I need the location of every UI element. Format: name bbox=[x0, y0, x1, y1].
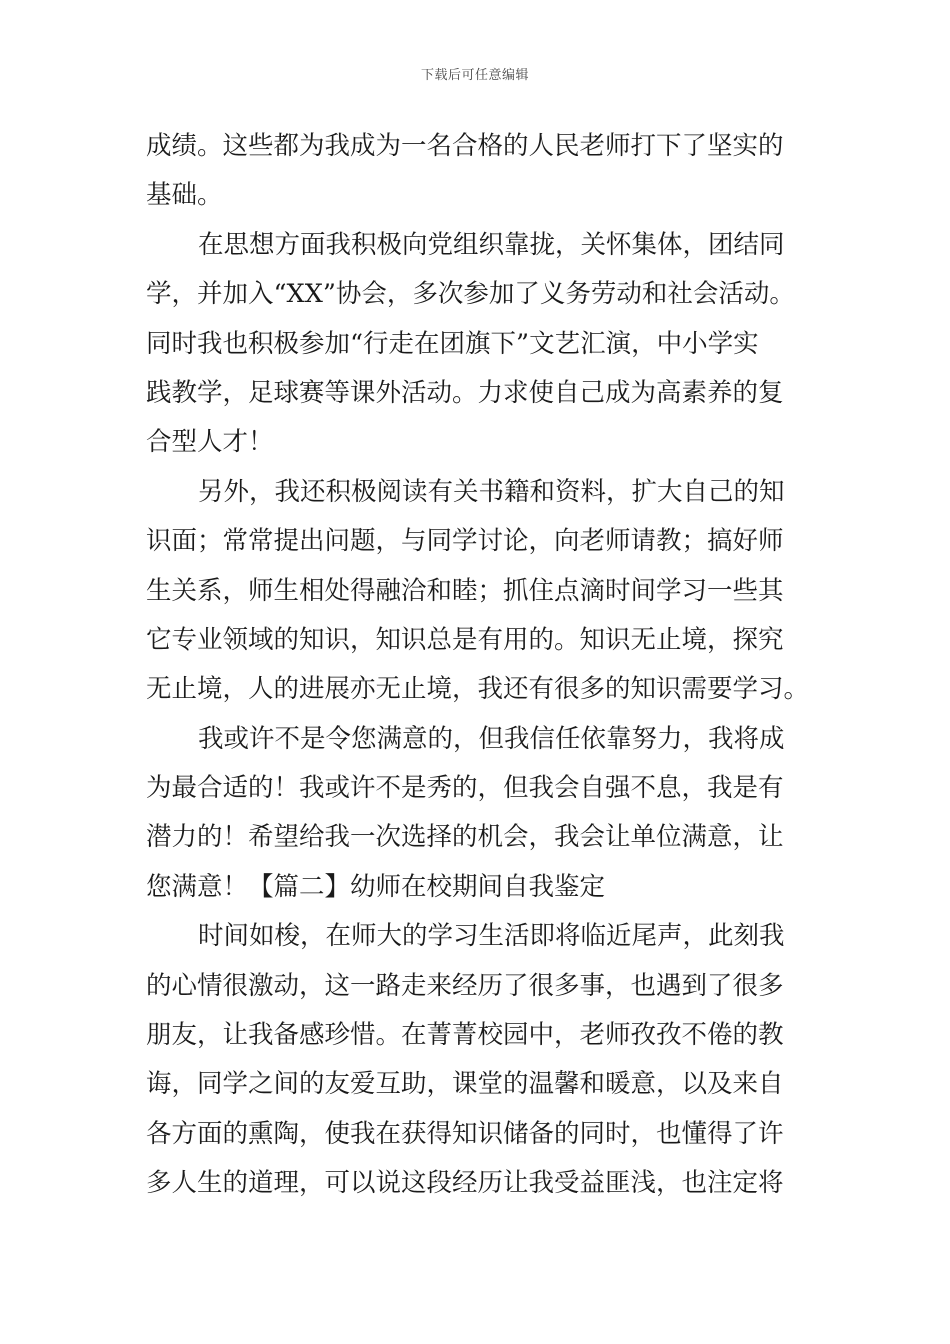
text-line: 它专业领域的知识，知识总是有用的。知识无止境，探究 bbox=[146, 624, 784, 655]
text-line: 时间如梭，在师大的学习生活即将临近尾声，此刻我 bbox=[198, 921, 785, 952]
text-line: 朋友，让我备感珍惜。在菁菁校园中，老师孜孜不倦的教 bbox=[146, 1020, 784, 1051]
text-line: 同时我也积极参加“行走在团旗下”文艺汇演，中小学实 bbox=[146, 328, 759, 359]
text-line: 识面；常常提出问题，与同学讨论，向老师请教；搞好师 bbox=[146, 526, 784, 557]
text-line: 在思想方面我积极向党组织靠拢，关怀集体，团结同 bbox=[198, 229, 785, 260]
text-line: 我或许不是令您满意的，但我信任依靠努力，我将成 bbox=[198, 723, 785, 754]
document-body bbox=[146, 122, 818, 1209]
text-line: 基础。 bbox=[146, 180, 223, 211]
text-line: 您满意！【篇二】幼师在校期间自我鉴定 bbox=[146, 871, 606, 902]
text-line: 为最合适的！我或许不是秀的，但我会自强不息，我是有 bbox=[146, 773, 784, 804]
text-line: 的心情很激动，这一路走来经历了很多事，也遇到了很多 bbox=[146, 970, 784, 1001]
text-line: 诲，同学之间的友爱互助，课堂的温馨和暖意，以及来自 bbox=[146, 1069, 784, 1100]
text-line: 践教学，足球赛等课外活动。力求使自己成为高素养的复 bbox=[146, 377, 784, 408]
text-line: 学，并加入“XX”协会，多次参加了义务劳动和社会活动。 bbox=[146, 279, 795, 310]
text-line: 合型人才！ bbox=[146, 427, 274, 458]
text-line: 各方面的熏陶，使我在获得知识储备的同时，也懂得了许 bbox=[146, 1118, 784, 1149]
text-line: 潜力的！希望给我一次选择的机会，我会让单位满意，让 bbox=[146, 822, 784, 853]
text-line: 另外，我还积极阅读有关书籍和资料，扩大自己的知 bbox=[198, 476, 785, 507]
text-line: 成绩。这些都为我成为一名合格的人民老师打下了坚实的 bbox=[146, 131, 784, 161]
text-line: 生关系，师生相处得融洽和睦；抓住点滴时间学习一些其 bbox=[146, 575, 784, 606]
text-line: 无止境，人的进展亦无止境，我还有很多的知识需要学习。 bbox=[146, 674, 810, 705]
page-header: 下载后可任意编辑 bbox=[420, 68, 529, 83]
text-line: 多人生的道理，可以说这段经历让我受益匪浅，也注定将 bbox=[146, 1168, 784, 1199]
